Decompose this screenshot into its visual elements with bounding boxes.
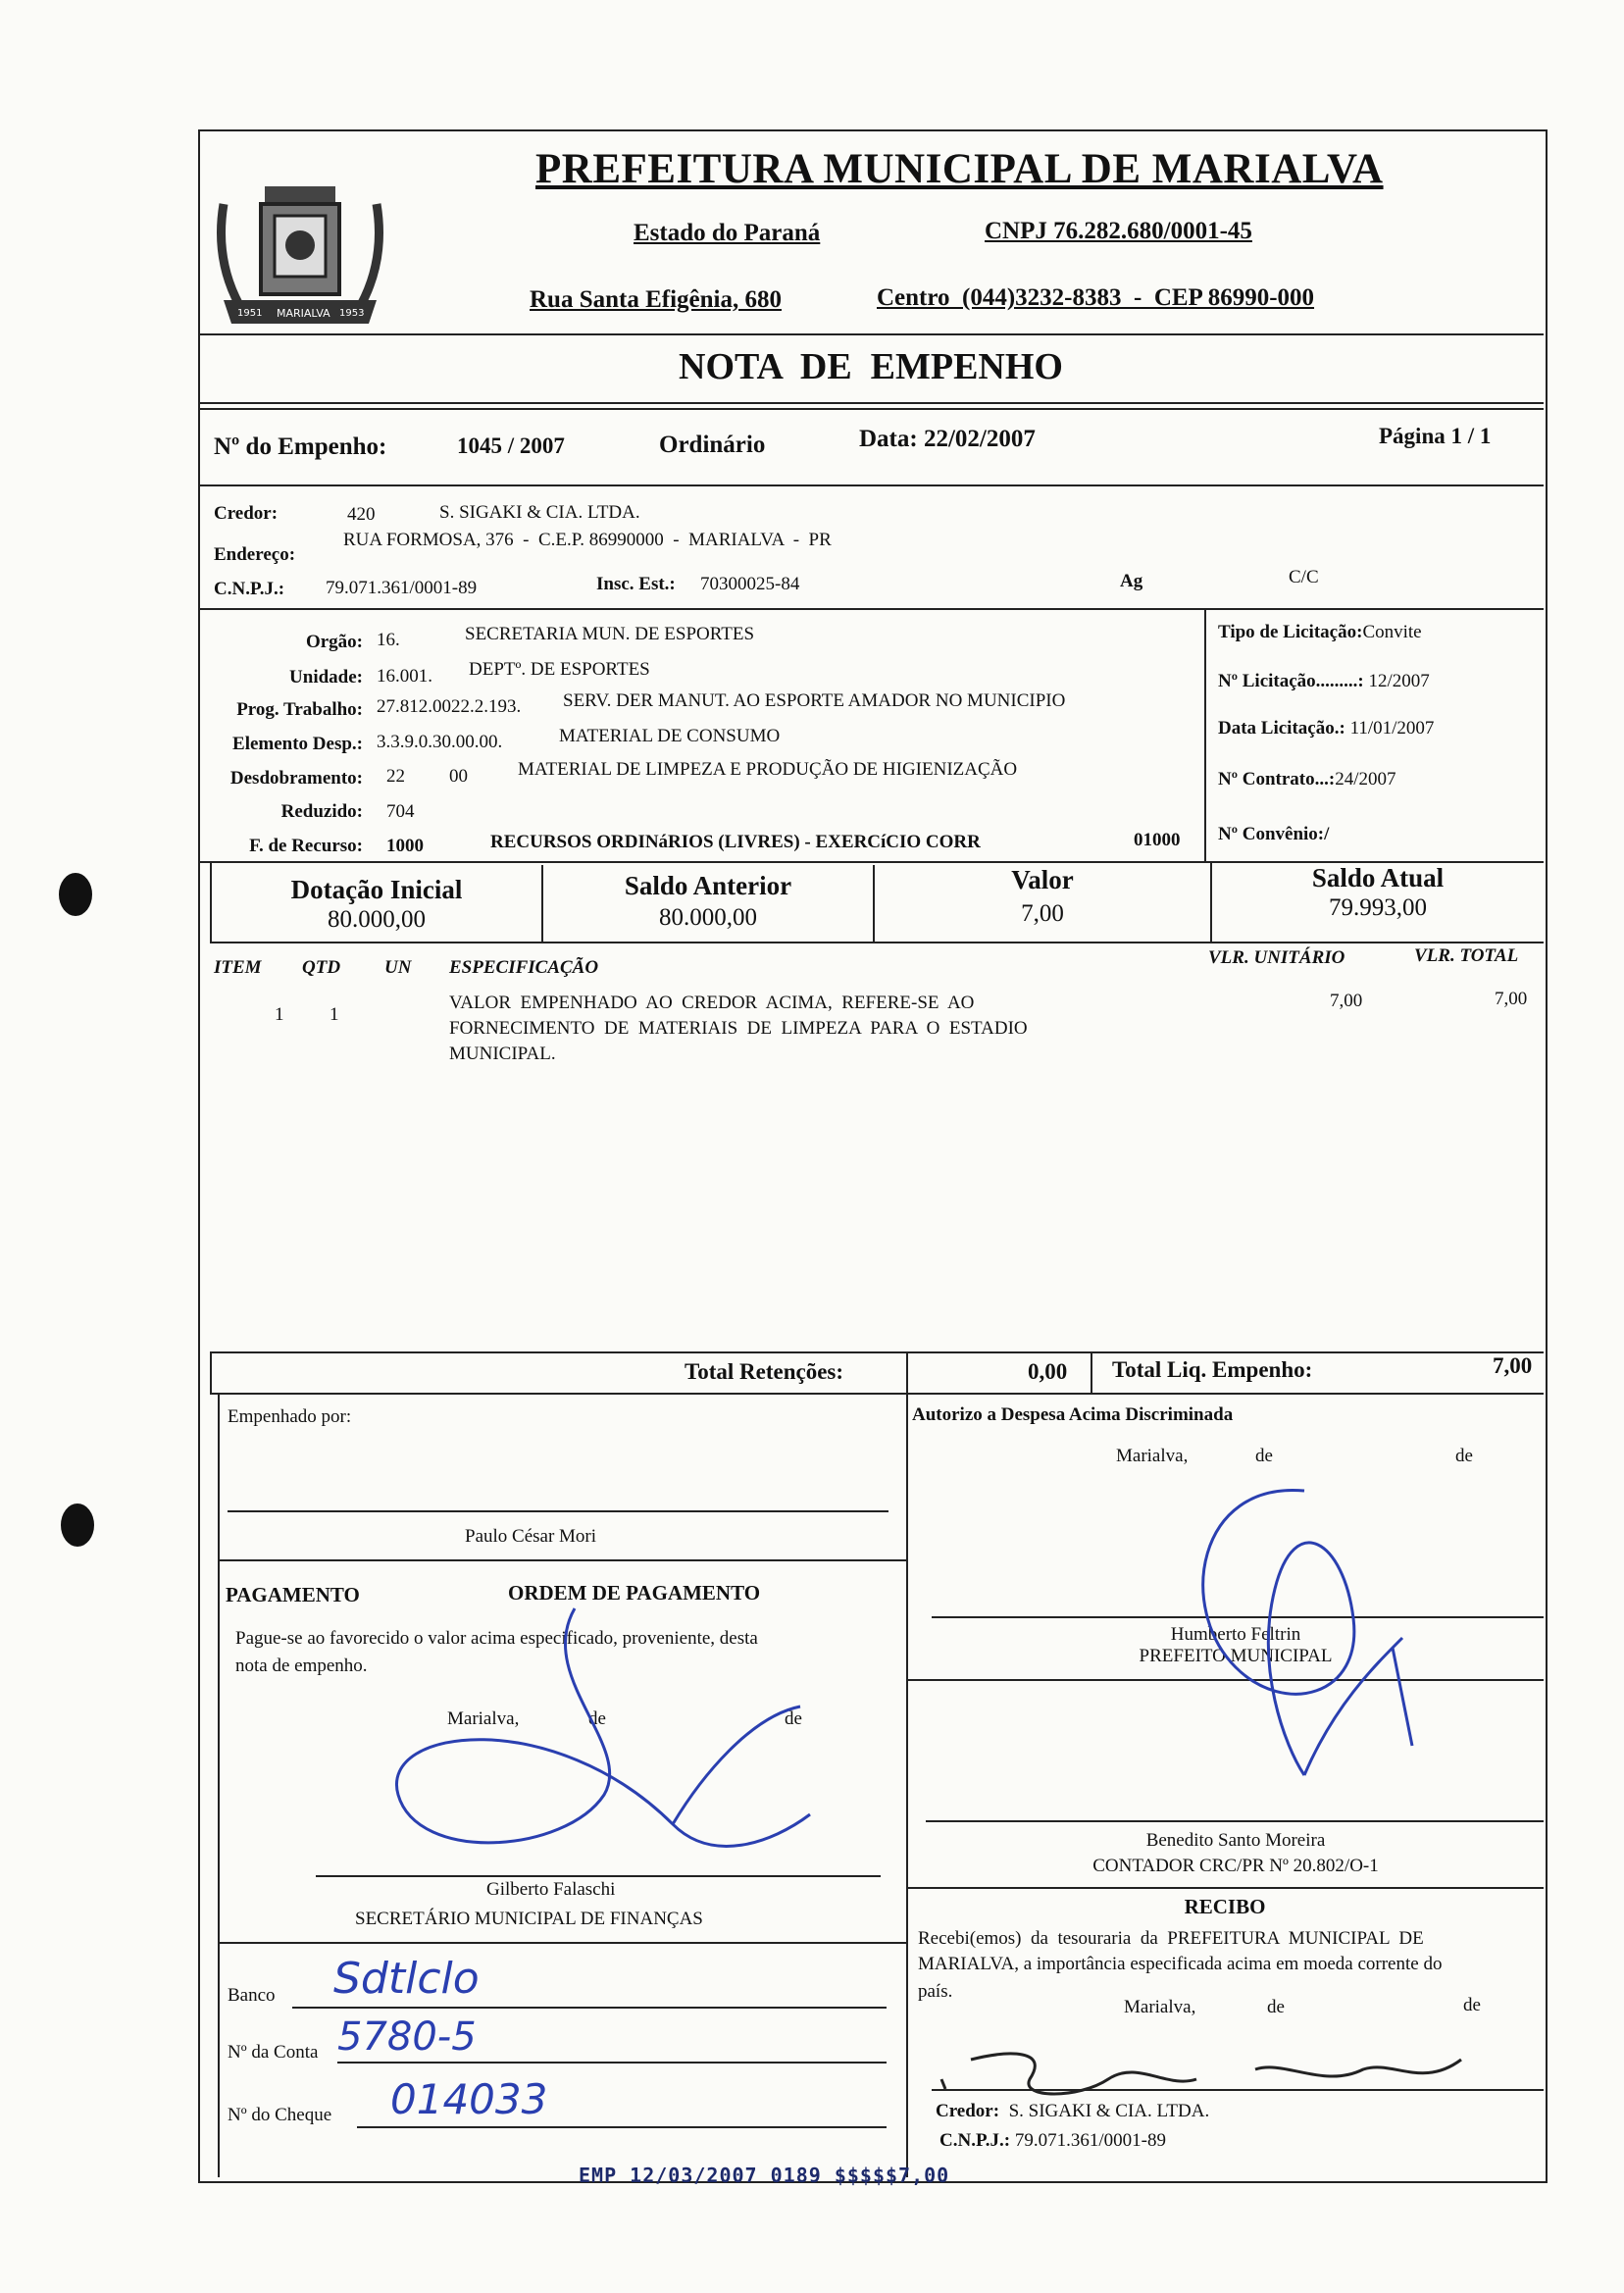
state-name: Estado do Paraná xyxy=(634,220,821,246)
recibo-credor-label: Credor: xyxy=(936,2101,1000,2121)
pagamento-city: Marialva, xyxy=(447,1708,520,1729)
cnpj-label: C.N.P.J.: xyxy=(214,579,285,599)
conta-handwritten: 5780-5 xyxy=(337,2014,477,2060)
ordem-pagamento-label: ORDEM DE PAGAMENTO xyxy=(508,1581,761,1605)
header-contact: Centro (044)3232-8383 - CEP 86990-000 xyxy=(877,284,1315,311)
recurso-code2: 01000 xyxy=(1134,830,1181,850)
divider xyxy=(218,1393,220,2177)
item-number: 1 xyxy=(275,1004,284,1025)
signature-line xyxy=(926,1820,1544,1822)
banco-handwritten: Sdtlclo xyxy=(333,1954,480,2004)
recibo-title: RECIBO xyxy=(1184,1895,1266,1918)
banco-line xyxy=(292,2007,887,2009)
contract-label: Nº Contrato...: xyxy=(1218,769,1336,790)
account-label: C/C xyxy=(1289,567,1319,587)
desdobramento-code1: 22 xyxy=(386,766,405,787)
orgao-code: 16. xyxy=(377,630,400,650)
elemento-code: 3.3.9.0.30.00.00. xyxy=(377,732,503,752)
recibo-de1: de xyxy=(1267,1997,1285,2017)
credor-label: Credor: xyxy=(214,503,279,524)
recurso-name: RECURSOS ORDINáRIOS (LIVRES) - EXERCíCIO CORR xyxy=(490,832,981,852)
desdobramento-code2: 00 xyxy=(449,766,468,787)
autorizo-label: Autorizo a Despesa Acima Discriminada xyxy=(912,1404,1234,1425)
divider xyxy=(198,333,1544,335)
pagamento-text-line2: nota de empenho. xyxy=(235,1656,368,1676)
header-address: Rua Santa Efigênia, 680 xyxy=(530,286,782,313)
recibo-text-line2: MARIALVA, a importância especificada acima em moeda corrente do xyxy=(918,1954,1443,1974)
signature-line xyxy=(228,1510,888,1512)
recibo-text-line3: país. xyxy=(918,1981,953,2002)
autorizo-de1: de xyxy=(1255,1446,1273,1466)
item-unit-value: 7,00 xyxy=(1330,991,1363,1011)
empenho-date: Data: 22/02/2007 xyxy=(859,426,1036,452)
col-qtd-header: QTD xyxy=(302,957,341,978)
recibo-text-line1: Recebi(emos) da tesouraria da PREFEITURA MUNICIPAL DE xyxy=(918,1928,1424,1949)
desdobramento-name: MATERIAL DE LIMPEZA E PRODUÇÃO DE HIGIENIZAÇÃO xyxy=(518,759,1018,780)
recibo-cnpj xyxy=(939,2130,1166,2152)
address-label: Endereço: xyxy=(214,544,296,565)
credor-cnpj: 79.071.361/0001-89 xyxy=(326,578,478,598)
crest-logo xyxy=(204,165,396,341)
empenhado-name: Paulo César Mori xyxy=(465,1526,597,1547)
divider xyxy=(210,1393,1544,1395)
divider xyxy=(1204,608,1206,861)
credor-code: 420 xyxy=(347,504,376,525)
page-indicator: Página 1 / 1 xyxy=(1379,424,1492,448)
licitacao-number xyxy=(1218,671,1430,692)
col-un-header: UN xyxy=(384,957,412,978)
pagamento-de2: de xyxy=(785,1708,802,1729)
prog-code: 27.812.0022.2.193. xyxy=(377,696,522,717)
orgao-name: SECRETARIA MUN. DE ESPORTES xyxy=(465,624,755,644)
item-spec-line1: VALOR EMPENHADO AO CREDOR ACIMA, REFERE-SE AO xyxy=(449,993,975,1013)
agency-label: Ag xyxy=(1120,571,1143,591)
conta-label: Nº da Conta xyxy=(228,2042,319,2063)
licitacao-type xyxy=(1218,622,1422,643)
pagamento-text-line1: Pague-se ao favorecido o valor acima especificado, proveniente, desta xyxy=(235,1628,758,1649)
divider xyxy=(218,1942,906,1944)
document-title: NOTA DE EMPENHO xyxy=(679,346,1063,387)
divider xyxy=(906,1351,908,1393)
licitacao-date-label: Data Licitação.: xyxy=(1218,718,1345,739)
reduzido-code: 704 xyxy=(386,801,415,822)
recibo-credor-value: S. SIGAKI & CIA. LTDA. xyxy=(1008,2101,1210,2121)
total-liquido-value: 7,00 xyxy=(1493,1353,1533,1378)
svg-text:1951: 1951 xyxy=(237,308,263,319)
saldo-atual-label: Saldo Atual xyxy=(1311,863,1445,892)
saldo-anterior-label: Saldo Anterior xyxy=(624,871,792,900)
col-item-header: ITEM xyxy=(214,957,262,978)
empenho-label: Nº do Empenho: xyxy=(214,433,387,460)
divider xyxy=(906,1887,1544,1889)
pagamento-de1: de xyxy=(588,1708,606,1729)
saldo-atual-value: 79.993,00 xyxy=(1329,894,1427,921)
col-unit-header: VLR. UNITÁRIO xyxy=(1208,947,1345,968)
recibo-cnpj-value: 79.071.361/0001-89 xyxy=(1014,2130,1166,2151)
recibo-de2: de xyxy=(1463,1995,1481,2015)
elemento-label: Elemento Desp.: xyxy=(232,734,363,754)
header-cnpj: CNPJ 76.282.680/0001-45 xyxy=(985,218,1252,244)
secretario-signature xyxy=(379,1599,830,1922)
binder-hole-top xyxy=(59,873,92,916)
orgao-label: Orgão: xyxy=(305,632,363,652)
divider xyxy=(218,1559,906,1561)
item-total-value: 7,00 xyxy=(1495,989,1528,1009)
contador-name: Benedito Santo Moreira xyxy=(1145,1830,1326,1851)
svg-text:MARIALVA: MARIALVA xyxy=(277,307,330,320)
secretario-role: SECRETÁRIO MUNICIPAL DE FINANÇAS xyxy=(355,1909,703,1929)
valor-label: Valor xyxy=(1011,865,1074,894)
credor-signature xyxy=(932,2020,1481,2109)
credor-address: RUA FORMOSA, 376 - C.E.P. 86990000 - MARIALVA - PR xyxy=(343,530,832,550)
svg-text:1953: 1953 xyxy=(339,308,365,319)
cheque-line xyxy=(357,2126,887,2128)
autorizo-city: Marialva, xyxy=(1116,1446,1189,1466)
licitacao-number-label: Nº Licitação.........: xyxy=(1218,671,1364,691)
municipality-title: PREFEITURA MUNICIPAL DE MARIALVA xyxy=(535,146,1384,192)
divider xyxy=(210,942,1544,943)
recibo-cnpj-label: C.N.P.J.: xyxy=(939,2130,1011,2151)
empenho-type: Ordinário xyxy=(659,432,766,458)
convenio-label: Nº Convênio:/ xyxy=(1218,824,1330,844)
licitacao-number-value: 12/2007 xyxy=(1368,671,1430,691)
divider xyxy=(198,408,1544,410)
insc-label: Insc. Est.: xyxy=(596,574,676,594)
recurso-code: 1000 xyxy=(386,836,424,856)
secretario-name: Gilberto Falaschi xyxy=(486,1879,616,1900)
desdobramento-label: Desdobramento: xyxy=(229,768,363,789)
divider xyxy=(210,1351,212,1393)
divider xyxy=(906,1393,908,2177)
saldo-anterior-value: 80.000,00 xyxy=(659,904,757,931)
licitacao-type-value: Convite xyxy=(1362,622,1422,642)
item-spec-line3: MUNICIPAL. xyxy=(449,1044,556,1064)
col-total-header: VLR. TOTAL xyxy=(1414,945,1519,966)
unidade-name: DEPTº. DE ESPORTES xyxy=(469,659,650,680)
retencoes-label: Total Retenções: xyxy=(685,1359,844,1384)
total-liquido-label: Total Liq. Empenho: xyxy=(1112,1357,1313,1382)
item-spec-line2: FORNECIMENTO DE MATERIAIS DE LIMPEZA PARA O ESTADIO xyxy=(449,1018,1028,1039)
prog-label: Prog. Trabalho: xyxy=(236,699,363,720)
reduzido-label: Reduzido: xyxy=(280,801,363,822)
licitacao-type-label: Tipo de Licitação: xyxy=(1218,622,1363,642)
pagamento-label: PAGAMENTO xyxy=(226,1583,360,1606)
unidade-code: 16.001. xyxy=(377,666,432,687)
dotacao-label: Dotação Inicial xyxy=(290,875,463,904)
contract-value: 24/2007 xyxy=(1335,769,1396,790)
contador-role: CONTADOR CRC/PR Nº 20.802/O-1 xyxy=(1092,1856,1379,1876)
credor-insc: 70300025-84 xyxy=(700,574,800,594)
divider xyxy=(198,608,1544,610)
divider xyxy=(198,402,1544,404)
cheque-handwritten: 014033 xyxy=(390,2075,548,2123)
prog-name: SERV. DER MANUT. AO ESPORTE AMADOR NO MUNICIPIO xyxy=(563,690,1066,711)
retencoes-value: 0,00 xyxy=(1028,1359,1068,1384)
banco-label: Banco xyxy=(228,1985,276,2006)
divider xyxy=(198,484,1544,486)
autorizo-de2: de xyxy=(1455,1446,1473,1466)
prefeito-signature xyxy=(1157,1471,1451,1795)
contract-number xyxy=(1218,769,1396,790)
empenhado-label: Empenhado por: xyxy=(228,1406,352,1427)
binder-hole-bottom xyxy=(61,1503,94,1547)
empenho-number: 1045 / 2007 xyxy=(457,433,565,458)
divider xyxy=(1091,1351,1092,1393)
licitacao-date-value: 11/01/2007 xyxy=(1349,718,1435,739)
prefeito-role: PREFEITO MUNICIPAL xyxy=(1139,1646,1333,1666)
item-quantity: 1 xyxy=(330,1004,339,1025)
credor-name: S. SIGAKI & CIA. LTDA. xyxy=(439,502,640,523)
col-spec-header: ESPECIFICAÇÃO xyxy=(449,957,599,978)
divider xyxy=(210,1351,1544,1353)
dotacao-value: 80.000,00 xyxy=(328,906,426,933)
recibo-city: Marialva, xyxy=(1124,1997,1196,2017)
valor-value: 7,00 xyxy=(1021,900,1064,927)
conta-line xyxy=(337,2062,887,2064)
bank-stamp: EMP 12/03/2007 0189 $$$$$7,00 xyxy=(579,2164,950,2187)
prefeito-name: Humberto Feltrin xyxy=(1170,1624,1301,1645)
cheque-label: Nº do Cheque xyxy=(228,2105,332,2125)
recurso-label: F. de Recurso: xyxy=(249,836,363,856)
unidade-label: Unidade: xyxy=(289,667,363,688)
licitacao-date xyxy=(1218,718,1434,739)
elemento-name: MATERIAL DE CONSUMO xyxy=(559,726,781,746)
